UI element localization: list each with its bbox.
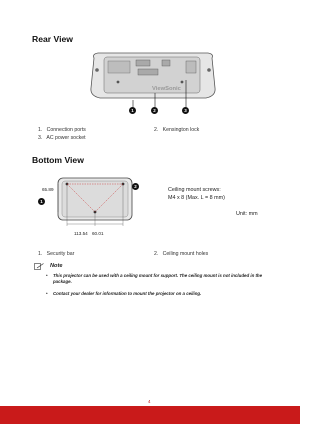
rear-item-3-label: AC power socket [46,135,86,141]
rear-callout-2: 2 [151,107,158,114]
rear-callout-1: 1 [129,107,136,114]
bottom-item-1-number: 1. [38,251,43,257]
rear-view-illustration [88,50,218,112]
bottom-view-heading: Bottom View [32,155,84,165]
mount-screw-spec: M4 x 8 (Max. L = 8 mm) [168,195,225,201]
mount-screw-title: Ceiling mount screws: [168,187,221,193]
note-bullet-marker-1: • [46,273,48,278]
rear-item-2 [154,127,199,133]
rear-item-1-number: 1. [38,127,43,133]
note-title: Note [50,263,63,269]
note-bullet-1: This projector can be used with a ceiling mount for support. The ceiling mount is not included in the package. [53,273,263,284]
page-number: 4 [148,399,151,404]
bottom-item-2 [154,251,208,257]
note-bullet-2: Contact your dealer for information to mount the projector on a ceiling. [53,291,202,296]
rear-item-1 [38,127,86,133]
footer-bar [0,406,300,424]
bottom-callout-2: 2 [132,183,139,190]
note-bullet-marker-2: • [46,291,48,296]
note-pencil-icon [34,263,44,270]
rear-item-1-label: Connection ports [46,127,86,133]
rear-item-2-number: 2. [154,127,159,133]
rear-callout-3: 3 [182,107,189,114]
rear-item-3-number: 3. [38,135,43,141]
rear-item-3 [38,135,86,141]
bottom-item-1-label: Security bar [46,251,75,257]
dimension-b: 60.01 [92,231,104,236]
unit-label: Unit: mm [236,211,258,217]
bottom-item-2-number: 2. [154,251,159,257]
bottom-item-2-label: Ceiling mount holes [162,251,209,257]
mount-screw-info [168,186,225,202]
dimension-a: 113.54 [74,231,88,236]
rear-view-heading: Rear View [32,34,73,44]
bottom-item-1 [38,251,74,257]
dimension-side: 65.89 [42,187,54,192]
rear-item-2-label: Kensington lock [162,127,200,133]
bottom-view-illustration [56,176,136,230]
bottom-callout-1: 1 [38,198,45,205]
brand-logo: ViewSonic [152,86,181,92]
